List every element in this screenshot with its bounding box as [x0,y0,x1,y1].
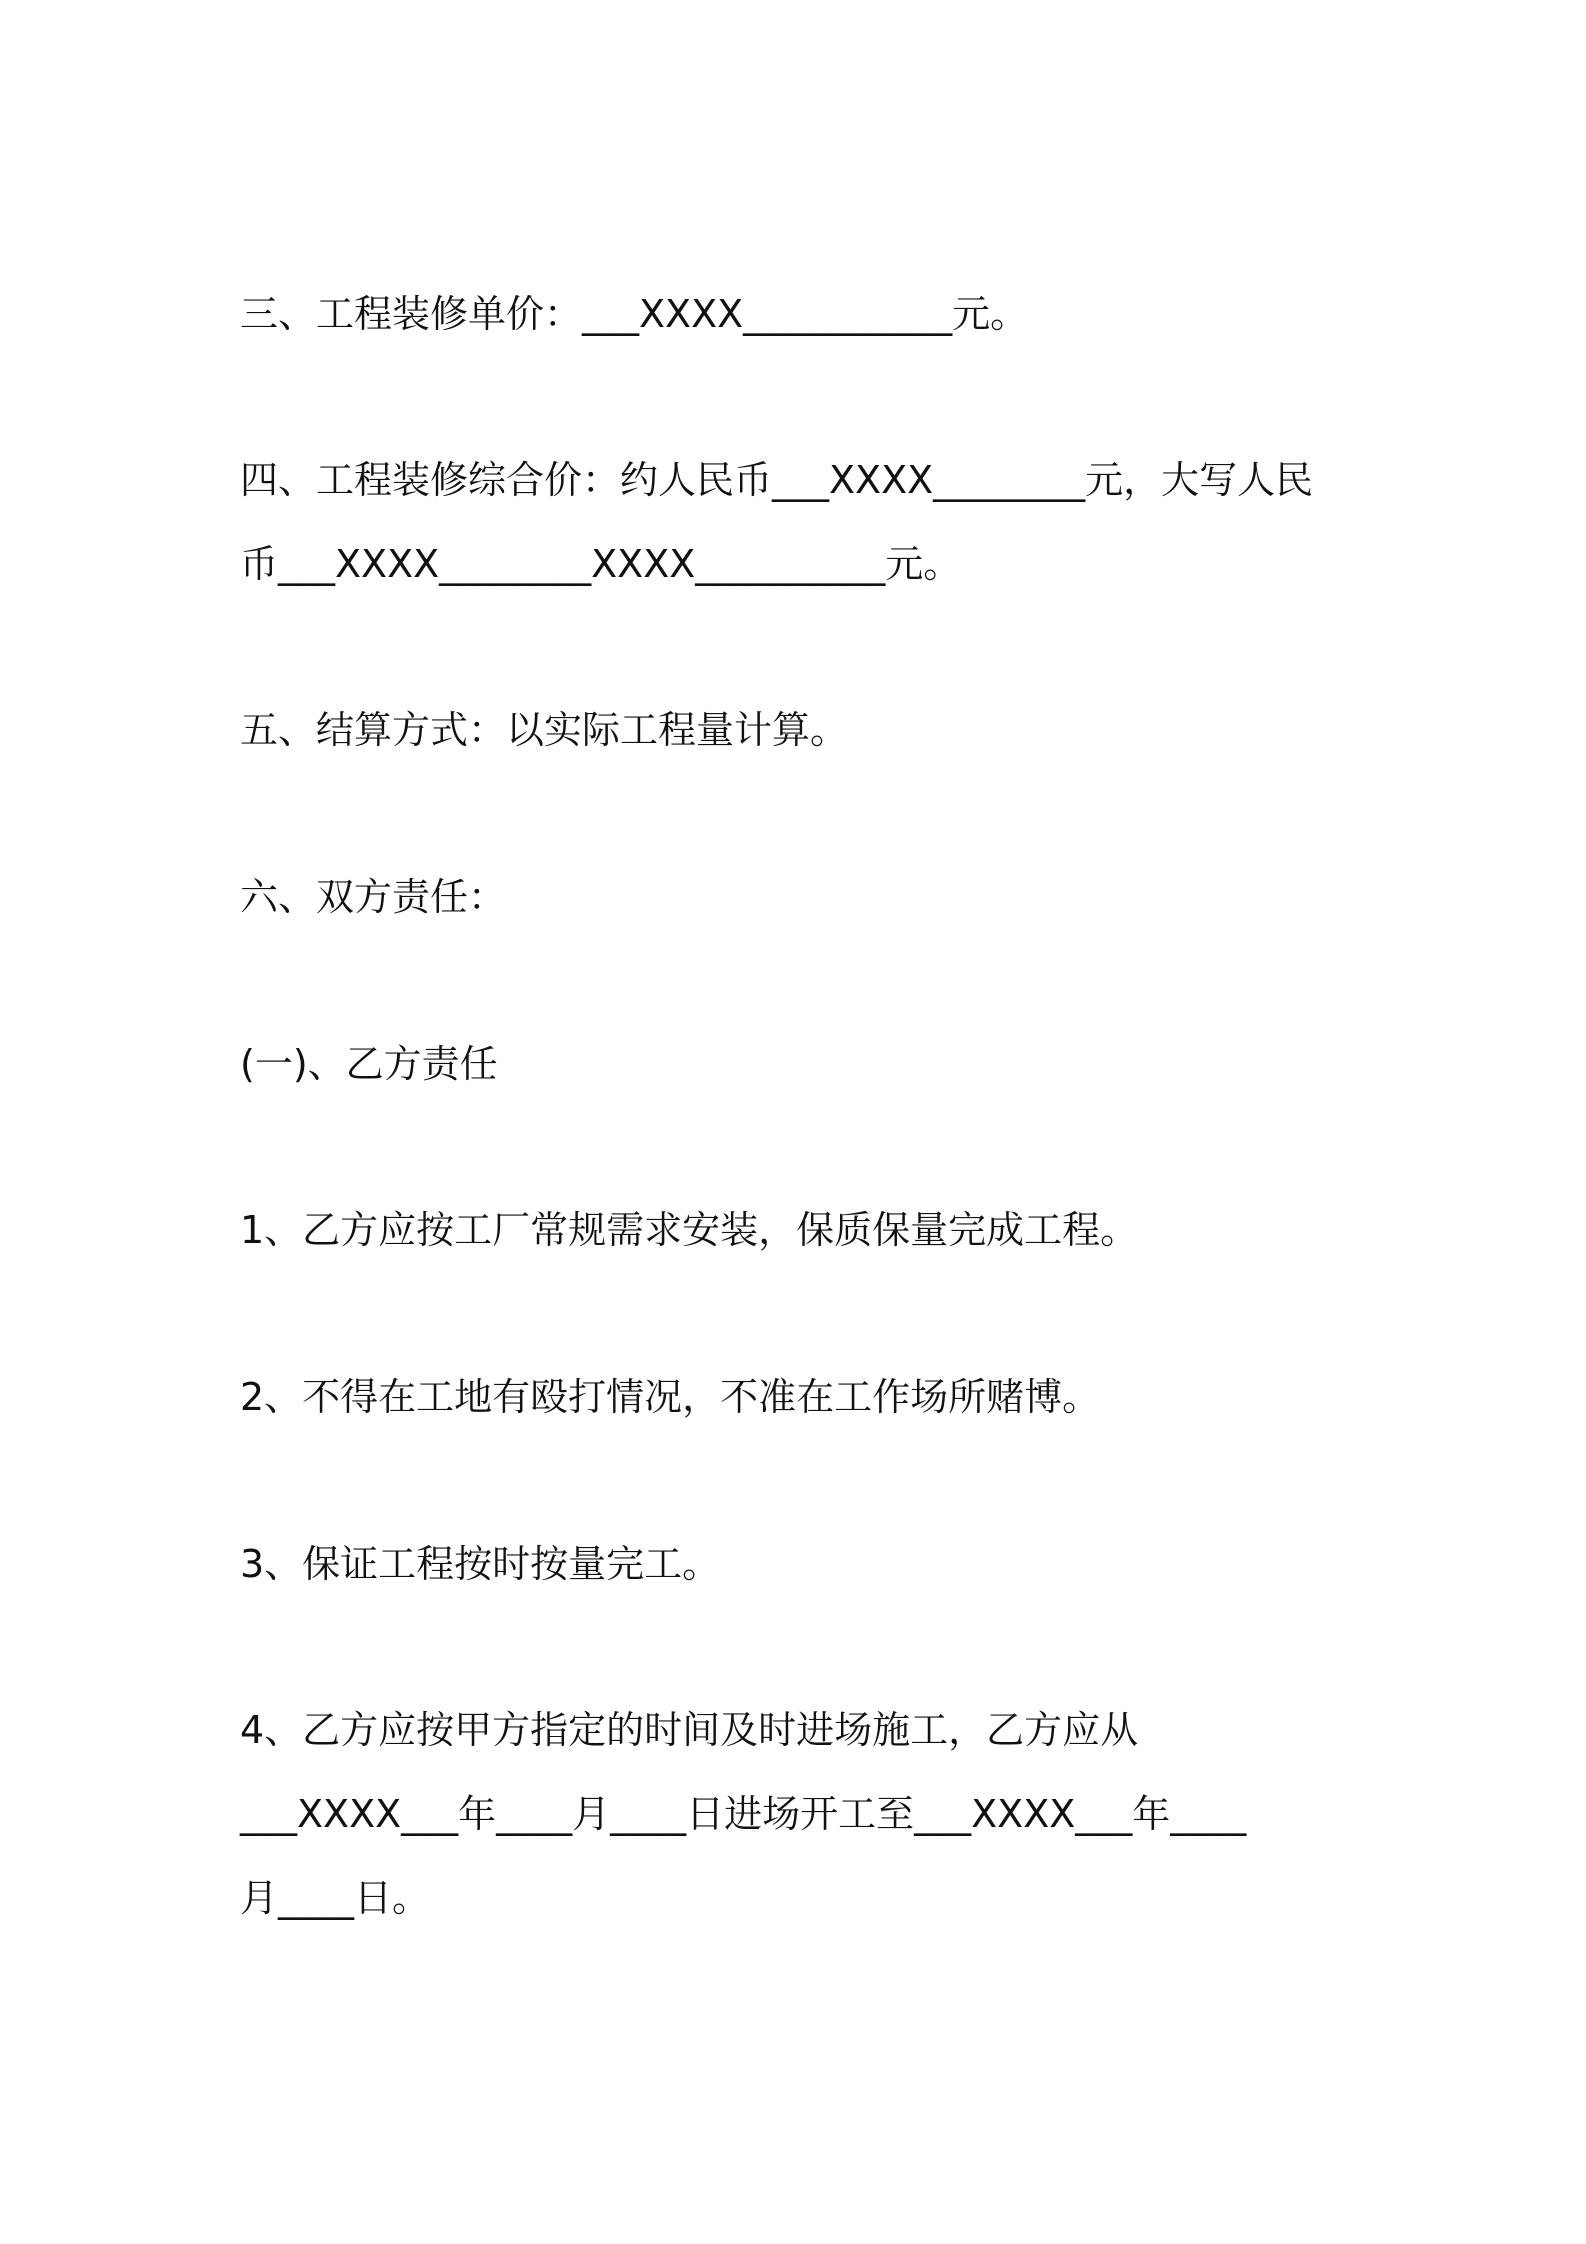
clause-3-line-1: 三、工程装修单价：___XXXX___________元。 [240,292,1029,336]
clause-6-line-1: 六、双方责任： [240,875,507,919]
clause-5-settlement [240,688,1350,772]
clause-4-line-1: 四、工程装修综合价：约人民币___XXXX________元，大写人民 [240,458,1314,502]
clause-3-unit-price [240,272,1350,356]
item-3 [240,1522,1350,1606]
item-2-line-1: 2、不得在工地有殴打情况，不准在工作场所赌博。 [240,1375,1101,1419]
item-1-line-1: 1、乙方应按工厂常规需求安装，保质保量完成工程。 [240,1208,1139,1252]
item-2 [240,1355,1350,1439]
clause-6-sub-party-b [240,1022,1350,1106]
clause-5-line-1: 五、结算方式：以实际工程量计算。 [240,708,849,752]
clause-6-responsibilities [240,855,1350,939]
item-3-line-1: 3、保证工程按时按量完工。 [240,1542,721,1586]
clause-4-line-2: 币___XXXX________XXXX__________元。 [240,542,962,586]
item-4-line-1: 4、乙方应按甲方指定的时间及时进场施工，乙方应从 [240,1708,1139,1752]
item-4-line-3: 月____日。 [240,1876,431,1920]
item-4-line-2: ___XXXX___年____月____日进场开工至___XXXX___年____ [240,1792,1247,1836]
item-1 [240,1188,1350,1272]
clause-6-sub-line-1: (一)、乙方责任 [240,1042,498,1086]
clause-4-total-price [240,438,1350,606]
item-4 [240,1688,1350,1940]
